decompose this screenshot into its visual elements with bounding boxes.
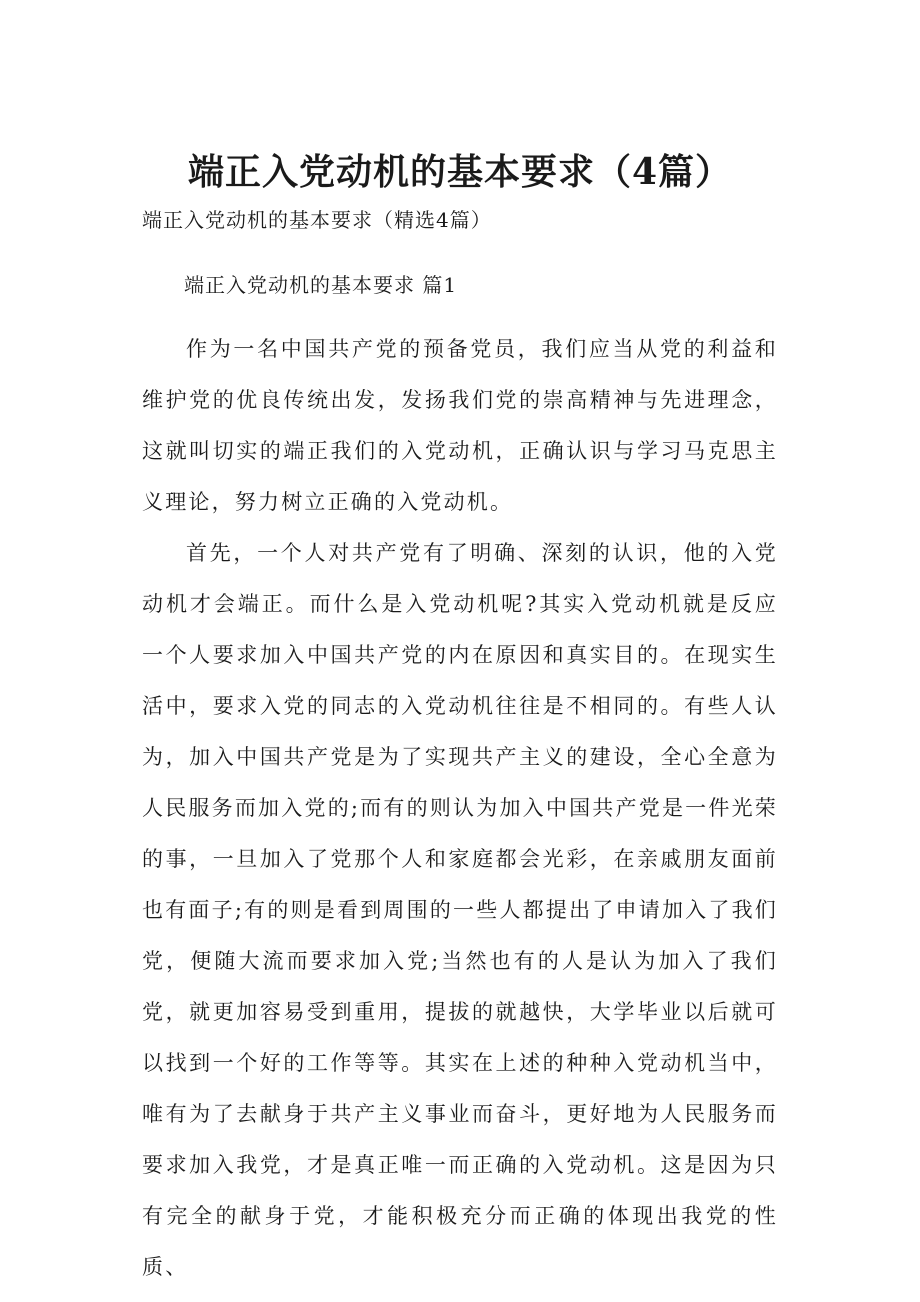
- body-paragraph-2: 首先，一个人对共产党有了明确、深刻的认识，他的入党动机才会端正。而什么是入党动机呢?其实入党动机就是反应一个人要求加入中国共产党的内在原因和真实目的。在现实生活中，要求入党的同志的入党动机往往是不相同的。有些人认为，加入中国共产党是为了实现共产主义的建设，全心全意为人民服务而加入党的;而有的则认为加入中国共产党是一件光荣的事，一旦加入了党那个人和家庭都会光彩，在亲戚朋友面前也有面子;有的则是看到周围的一些人都提出了申请加入了我们党，便随大流而要求加入党;当然也有的人是认为加入了我们党，就更加容易受到重用，提拔的就越快，大学毕业以后就可以找到一个好的工作等等。其实在上述的种种入党动机当中，唯有为了去献身于共产主义事业而奋斗，更好地为人民服务而要求加入我党，才是真正唯一而正确的入党动机。这是因为只有完全的献身于党，才能积极充分而正确的体现出我党的性质、: [142, 541, 778, 1279]
- document-subtitle: 端正入党动机的基本要求（精选4篇）: [142, 208, 492, 232]
- document-title: 端正入党动机的基本要求（4篇）: [187, 151, 733, 193]
- body-paragraph-1: 作为一名中国共产党的预备党员，我们应当从党的利益和维护党的优良传统出发，发扬我们党的崇高精神与先进理念，这就叫切实的端正我们的入党动机，正确认识与学习马克思主义理论，努力树立正确的入党动机。: [142, 337, 778, 514]
- section-heading: 端正入党动机的基本要求 篇1: [184, 273, 458, 297]
